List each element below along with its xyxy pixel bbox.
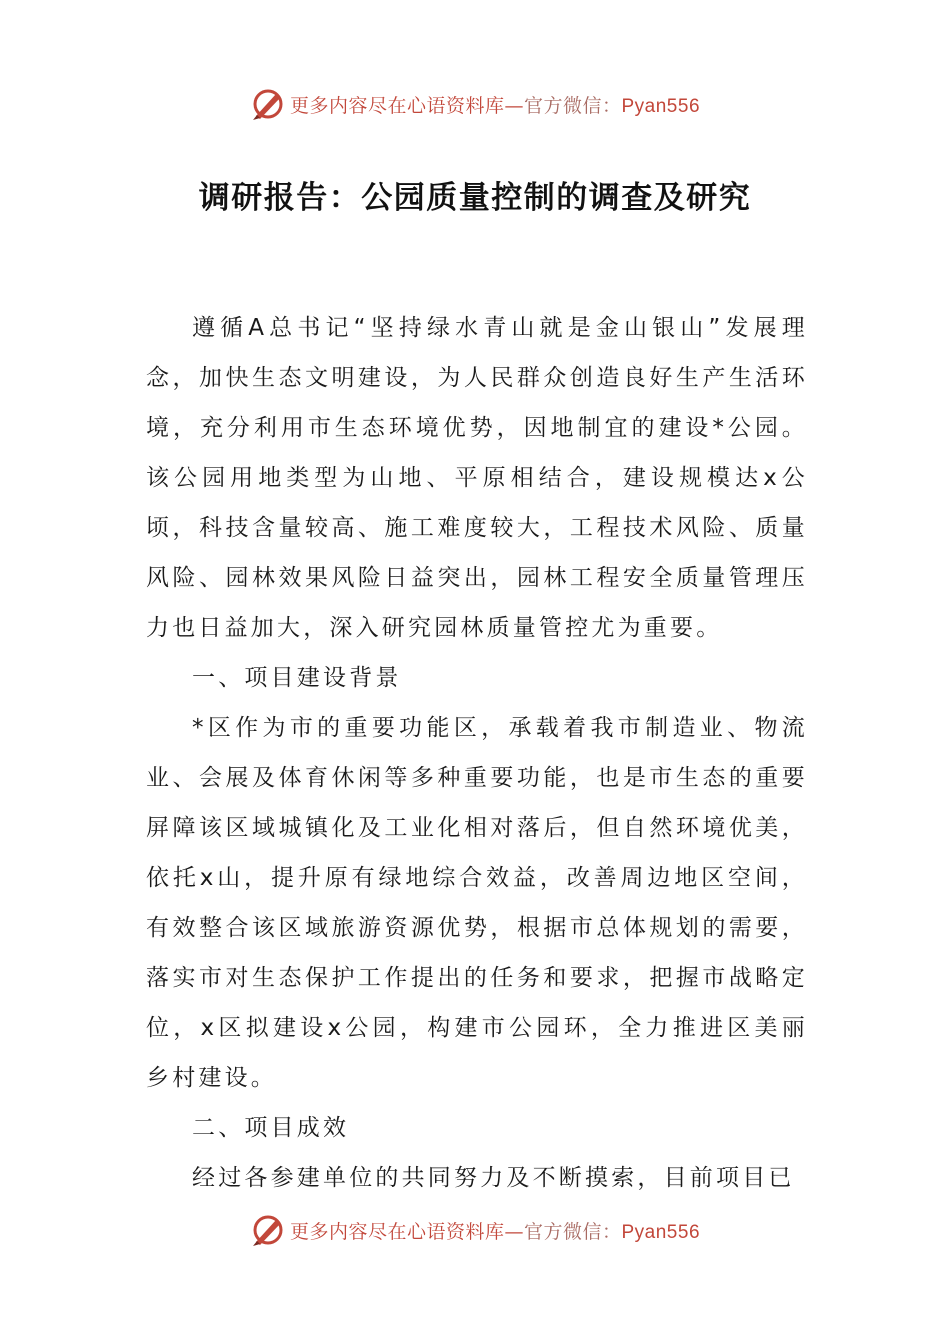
document-title: 调研报告：公园质量控制的调查及研究	[198, 180, 752, 216]
banner-text: 更多内容尽在心语资料库—官方微信：Pyan556	[289, 1220, 701, 1243]
footer-banner	[0, 1208, 950, 1252]
pen-logo-icon	[250, 86, 286, 122]
paragraph-results: 经过各参建单位的共同努力及不断摸索，目前项目已	[192, 1165, 795, 1191]
paragraph-background: *区作为市的重要功能区，承载着我市制造业、物流业、会展及体育休闲等多种重要功能，也是市生态的重要屏障该区域城镇化及工业化相对落后，但自然环境优美，依托x山，提升原有绿地综合效益，改善周边地区空间，有效整合该区域旅游资源优势，根据市总体规划的需要，落实市对生态保护工作提出的任务和要求，把握市战略定位，x区拟建设x公园，构建市公园环，全力推进区美丽乡村建设。	[146, 715, 808, 1091]
pen-logo-icon	[250, 1212, 286, 1248]
paragraph-intro: 遵循A总书记“坚持绿水青山就是金山银山”发展理念，加快生态文明建设，为人民群众创造良好生产生活环境，充分利用市生态环境优势，因地制宜的建设*公园。该公园用地类型为山地、平原相结合，建设规模达x公顷，科技含量较高、施工难度较大，工程技术风险、质量风险、园林效果风险日益突出，园林工程安全质量管理压力也日益加大，深入研究园林质量管控尤为重要。	[146, 315, 808, 641]
header-banner	[0, 82, 950, 126]
banner-text: 更多内容尽在心语资料库—官方微信：Pyan556	[289, 94, 701, 117]
section-heading-results: 二、项目成效	[192, 1115, 350, 1141]
document-body	[146, 303, 808, 1203]
section-heading-background: 一、项目建设背景	[192, 665, 402, 691]
